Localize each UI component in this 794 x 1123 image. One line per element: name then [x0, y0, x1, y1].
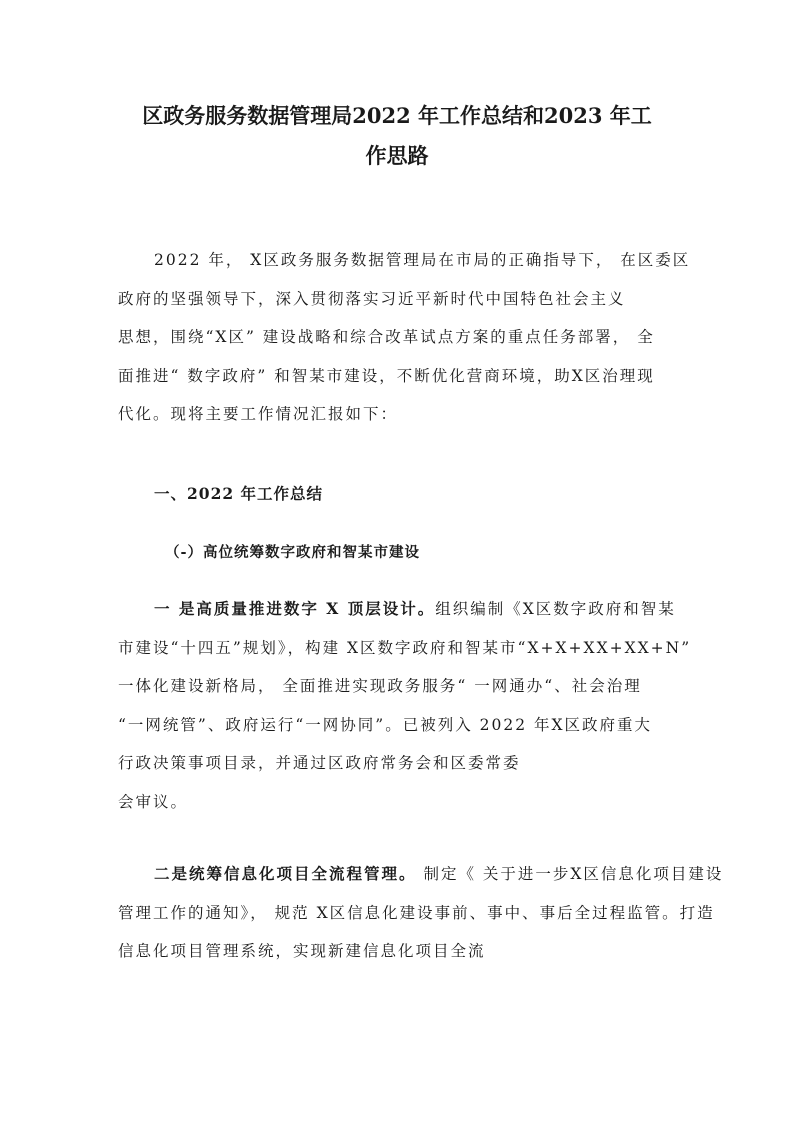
item-1-line: “一网统管”、政府运行“一网协同”。已被列入 2022 年X区政府重大 — [118, 715, 653, 734]
title-line-2: 作思路 — [365, 143, 429, 168]
intro-paragraph — [118, 241, 691, 434]
item-2-line: 管理工作的通知》， 规范 X区信息化建设事前、事中、事后全过程监管。打造 — [118, 903, 715, 922]
item-1-line: 行政决策事项目录，并通过区政府常务会和区委常委 — [118, 754, 521, 772]
title-line-1: 区政务服务数据管理局2022 年工作总结和2023 年工 — [142, 103, 652, 128]
item-2-line: 信息化项目管理系统，实现新建信息化项目全流 — [118, 942, 486, 960]
item-1-line: 市建设“十四五”规划》，构建 X区数字政府和智某市“X+X+XX+XX+N” — [118, 638, 692, 657]
intro-line: 代化。现将主要工作情况汇报如下： — [118, 405, 399, 423]
item-2-lead: 二是统筹信息化项目全流程管理。 — [154, 864, 417, 883]
item-1-paragraph — [118, 590, 692, 821]
item-2-paragraph — [118, 855, 724, 971]
intro-line: 2022 年， X区政务服务数据管理局在市局的正确指导下， 在区委区 — [154, 251, 691, 269]
item-1-line: 组织编制《X区数字政府和智某 — [435, 600, 676, 618]
intro-line: 思想，围绕“X区” 建设战略和综合改革试点方案的重点任务部署， 全 — [118, 328, 655, 346]
document-title — [110, 96, 684, 176]
intro-line: 政府的坚强领导下，深入贯彻落实习近平新时代中国特色社会主义 — [118, 289, 626, 308]
item-2-line: 制定《 关于进一步X区信息化项目建设 — [416, 865, 724, 883]
intro-line: 面推进“ 数字政府” 和智某市建设，不断优化营商环境，助X区治理现 — [118, 366, 655, 385]
item-1-line: 会审议。 — [118, 792, 189, 811]
item-1-line: 一体化建设新格局， 全面推进实现政务服务“ 一网通办“、社会治理 — [118, 677, 642, 695]
section-heading: 一、2022 年工作总结 — [154, 484, 324, 503]
subsection-heading: （-）高位统筹数字政府和智某市建设 — [165, 544, 421, 561]
item-1-lead: 一 是高质量推进数字 X 顶层设计。 — [154, 599, 436, 618]
